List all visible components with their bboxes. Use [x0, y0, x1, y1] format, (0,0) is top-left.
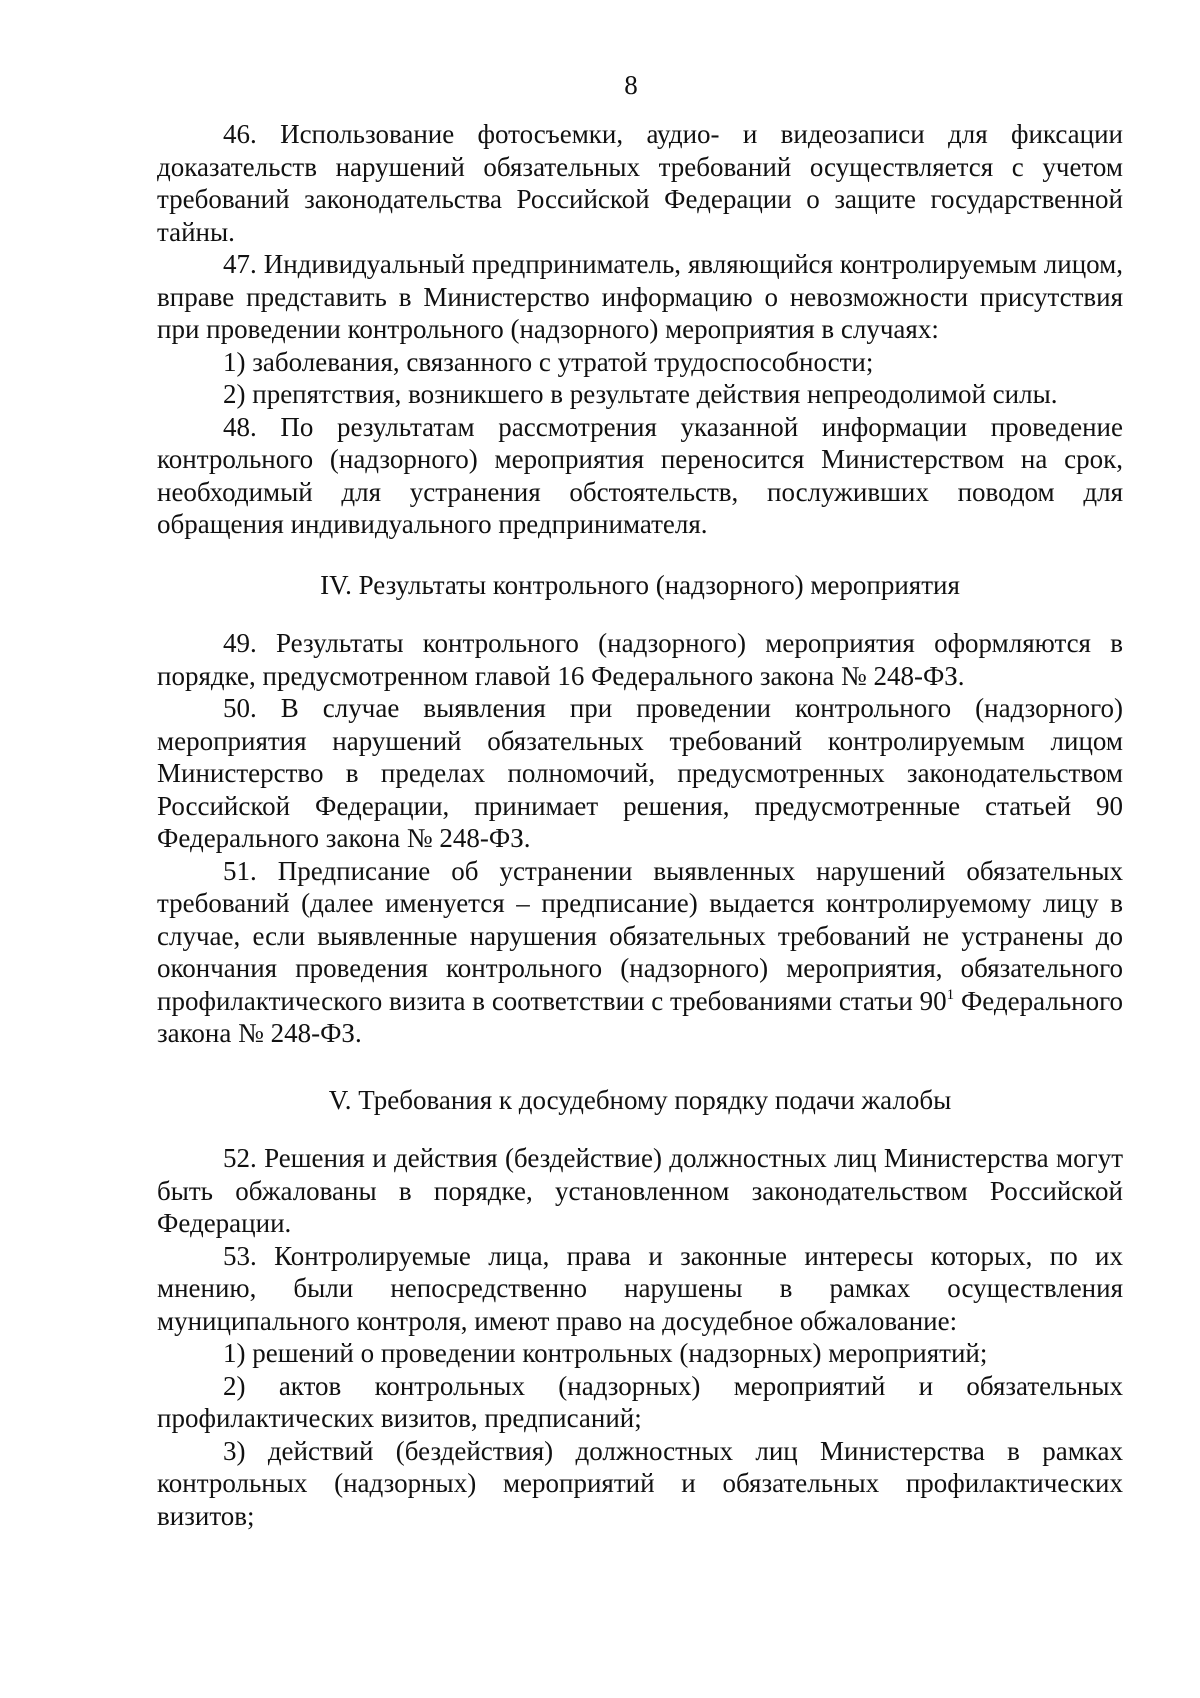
paragraph-53-item-3: 3) действий (бездействия) должностных лиц Министерства в рамках контрольных (надзорных) мероприятий и обязательных профилактических визитов; [157, 1435, 1123, 1531]
paragraph-52: 52. Решения и действия (бездействие) должностных лиц Министерства могут быть обжалованы в порядке, установленном законодательством Российской Федерации. [157, 1143, 1123, 1238]
paragraph-51-text: 51. Предписание об устранении выявленных нарушений обязательных требований (далее именуется – предписание) выдается контролируемому лицу в случае, если выявленные нарушения обязательных требований не устранены до окончания проведения контрольного (надзорного) мероприятия, обязательного профилактического визита в соответствии с требованиями статьи 90 [157, 855, 1123, 1016]
article-superscript: 1 [946, 986, 955, 1003]
paragraph-51 [157, 855, 1123, 1050]
section-heading-v: V. Требования к досудебному порядку подачи жалобы [328, 1084, 952, 1115]
paragraph-47-item-2: 2) препятствия, возникшего в результате действия непреодолимой силы. [223, 379, 1058, 409]
paragraph-47: 47. Индивидуальный предприниматель, являющийся контролируемым лицом, вправе представить в Министерство информацию о невозможности присутствия при проведении контрольного (надзорного) мероприятия в случаях: [157, 249, 1123, 344]
page-number: 8 [624, 70, 638, 100]
paragraph-51-tail: Федерального закона № 248-ФЗ. [157, 985, 1123, 1048]
paragraph-53: 53. Контролируемые лица, права и законные интересы которых, по их мнению, были непосредственно нарушены в рамках осуществления муниципального контроля, имеют право на досудебное обжалование: [157, 1240, 1123, 1336]
paragraph-46: 46. Использование фотосъемки, аудио- и видеозаписи для фиксации доказательств нарушений обязательных требований осуществляется с учетом требований законодательства Российской Федерации о защите государственной тайны. [157, 119, 1123, 247]
paragraph-50: 50. В случае выявления при проведении контрольного (надзорного) мероприятия нарушений обязательных требований контролируемым лицом Министерство в пределах полномочий, предусмотренных законодательством Российской Федерации, принимает решения, предусмотренные статьей 90 Федерального закона № 248-ФЗ. [157, 693, 1123, 853]
section-heading-iv: IV. Результаты контрольного (надзорного) мероприятия [320, 569, 960, 600]
paragraph-47-item-1: 1) заболевания, связанного с утратой трудоспособности; [223, 346, 874, 377]
document-body [157, 118, 1123, 1532]
paragraph-49: 49. Результаты контрольного (надзорного) мероприятия оформляются в порядке, предусмотренном главой 16 Федерального закона № 248-ФЗ. [157, 628, 1123, 691]
paragraph-53-item-2: 2) актов контрольных (надзорных) мероприятий и обязательных профилактических визитов, предписаний; [157, 1370, 1123, 1433]
paragraph-53-item-1: 1) решений о проведении контрольных (надзорных) мероприятий; [223, 1338, 988, 1368]
paragraph-48: 48. По результатам рассмотрения указанной информации проведение контрольного (надзорного) мероприятия переносится Министерством на срок, необходимый для устранения обстоятельств, послуживших поводом для обращения индивидуального предпринимателя. [157, 411, 1123, 539]
